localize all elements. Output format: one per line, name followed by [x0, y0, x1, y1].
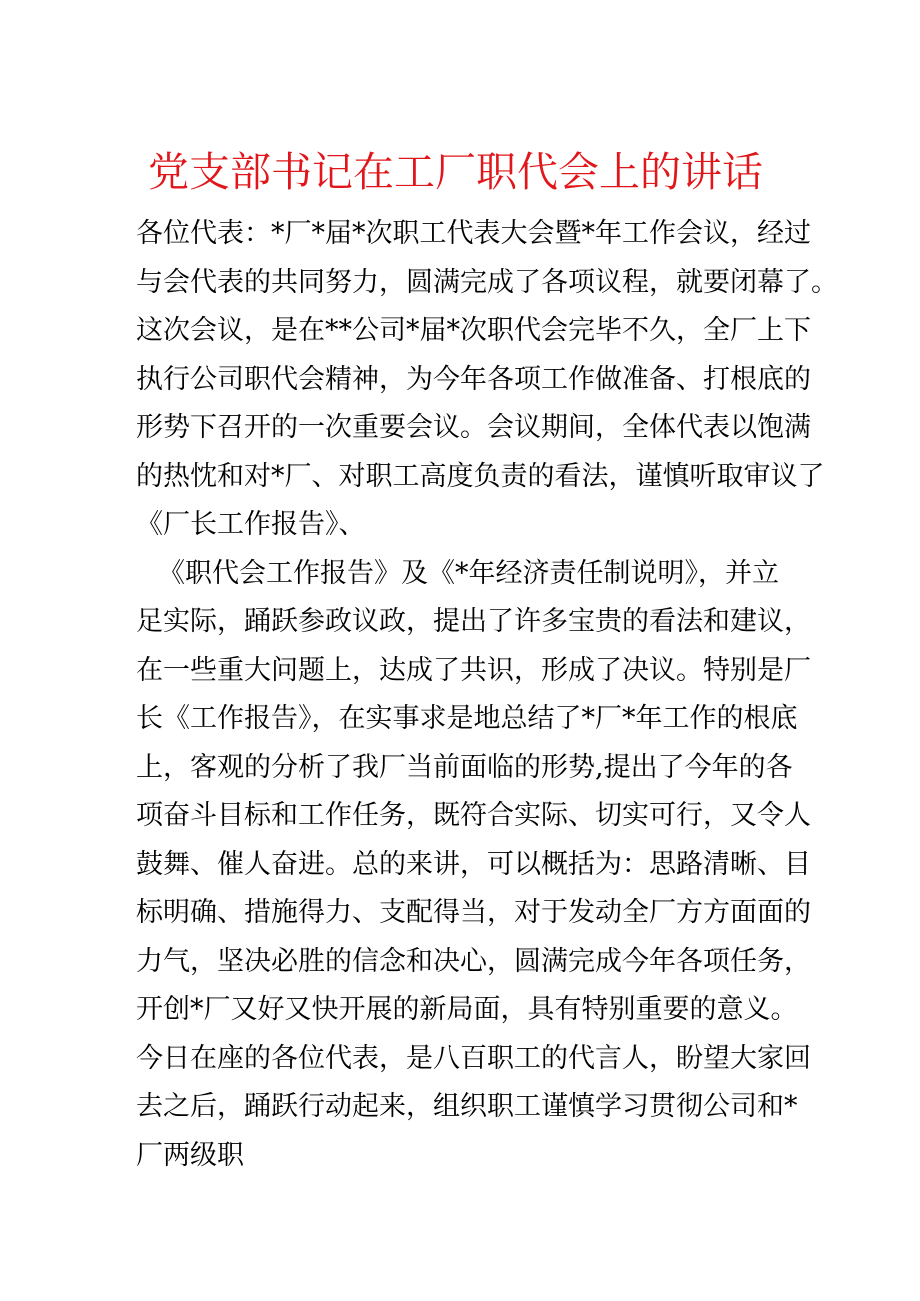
body-line: 厂两级职 [136, 1139, 244, 1171]
body-line: 的热忱和对*厂、对职工高度负责的看法，谨慎听取审议了 [136, 460, 825, 492]
body-line: 这次会议，是在**公司*届*次职代会完毕不久，全厂上下 [136, 315, 811, 346]
document-body [136, 210, 836, 1180]
body-line: 足实际，踊跃参政议政，提出了许多宝贵的看法和建议， [136, 606, 811, 637]
body-line: 鼓舞、催人奋进。总的来讲，可以概括为：思路清晰、目 [136, 848, 811, 880]
document-title: 党支部书记在工厂职代会上的讲话 [148, 148, 763, 196]
body-line: 开创*厂又好又快开展的新局面，具有特别重要的意义。 [136, 994, 798, 1025]
body-line: 项奋斗目标和工作任务，既符合实际、切实可行，又令人 [136, 800, 811, 831]
body-line: 形势下召开的一次重要会议。会议期间，全体代表以饱满 [136, 412, 811, 443]
body-line: 标明确、措施得力、支配得当，对于发动全厂方方面面的 [136, 897, 811, 928]
body-line: 《职代会工作报告》及《*年经济责任制说明》，并立 [158, 557, 779, 589]
body-line: 长《工作报告》，在实事求是地总结了*厂*年工作的根底 [136, 703, 798, 734]
body-line: 执行公司职代会精神，为今年各项工作做准备、打根底的 [136, 363, 811, 395]
body-line: 与会代表的共同努力，圆满完成了各项议程，就要闭幕了。 [136, 266, 838, 298]
body-line: 去之后，踊跃行动起来，组织职工谨慎学习贯彻公司和* [136, 1091, 798, 1122]
body-line: 各位代表：*厂*届*次职工代表大会暨*年工作会议，经过 [136, 218, 811, 249]
body-line: 力气，坚决必胜的信念和决心，圆满完成今年各项任务， [136, 945, 811, 977]
body-line: 《厂长工作报告》、 [136, 509, 366, 540]
body-line: 上，客观的分析了我厂当前面临的形势,提出了今年的各 [136, 751, 793, 783]
body-line: 今日在座的各位代表，是八百职工的代言人，盼望大家回 [136, 1042, 811, 1074]
body-line: 在一些重大问题上，达成了共识，形成了决议。特别是厂 [136, 654, 811, 686]
